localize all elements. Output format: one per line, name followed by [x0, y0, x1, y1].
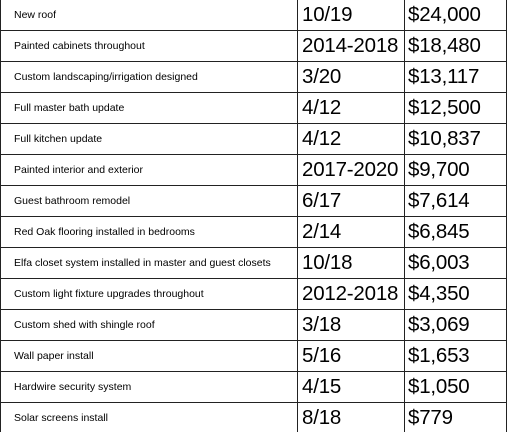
table-row — [1, 310, 507, 341]
table-row — [1, 186, 507, 217]
item-date: 2/14 — [298, 217, 405, 248]
item-date: 4/15 — [298, 372, 405, 403]
item-description: New roof — [1, 0, 298, 31]
item-cost: $3,069 — [405, 310, 507, 341]
table-row — [1, 124, 507, 155]
table-row — [1, 248, 507, 279]
table-row — [1, 341, 507, 372]
table-row — [1, 0, 507, 31]
table-row — [1, 403, 507, 432]
item-date: 4/12 — [298, 93, 405, 124]
item-date: 10/18 — [298, 248, 405, 279]
table-row — [1, 93, 507, 124]
item-date: 2012-2018 — [298, 279, 405, 310]
item-description: Custom shed with shingle roof — [1, 310, 298, 341]
item-date: 8/18 — [298, 403, 405, 432]
table-row — [1, 217, 507, 248]
item-description: Custom landscaping/irrigation designed — [1, 62, 298, 93]
item-cost: $1,050 — [405, 372, 507, 403]
item-date: 4/12 — [298, 124, 405, 155]
item-description: Hardwire security system — [1, 372, 298, 403]
item-date: 3/18 — [298, 310, 405, 341]
item-description: Painted interior and exterior — [1, 155, 298, 186]
item-cost: $13,117 — [405, 62, 507, 93]
item-cost: $779 — [405, 403, 507, 432]
item-description: Painted cabinets throughout — [1, 31, 298, 62]
item-cost: $24,000 — [405, 0, 507, 31]
item-cost: $6,003 — [405, 248, 507, 279]
item-cost: $9,700 — [405, 155, 507, 186]
item-description: Full master bath update — [1, 93, 298, 124]
item-description: Red Oak flooring installed in bedrooms — [1, 217, 298, 248]
item-date: 6/17 — [298, 186, 405, 217]
item-cost: $6,845 — [405, 217, 507, 248]
item-cost: $1,653 — [405, 341, 507, 372]
table-row — [1, 279, 507, 310]
item-description: Full kitchen update — [1, 124, 298, 155]
item-date: 5/16 — [298, 341, 405, 372]
item-date: 3/20 — [298, 62, 405, 93]
item-date: 2014-2018 — [298, 31, 405, 62]
item-date: 10/19 — [298, 0, 405, 31]
table-row — [1, 62, 507, 93]
item-cost: $18,480 — [405, 31, 507, 62]
table-row — [1, 31, 507, 62]
item-description: Wall paper install — [1, 341, 298, 372]
item-cost: $12,500 — [405, 93, 507, 124]
item-description: Custom light fixture upgrades throughout — [1, 279, 298, 310]
table-row — [1, 155, 507, 186]
item-description: Solar screens install — [1, 403, 298, 432]
item-cost: $10,837 — [405, 124, 507, 155]
table-row — [1, 372, 507, 403]
item-description: Elfa closet system installed in master and guest closets — [1, 248, 298, 279]
item-description: Guest bathroom remodel — [1, 186, 298, 217]
item-cost: $4,350 — [405, 279, 507, 310]
item-date: 2017-2020 — [298, 155, 405, 186]
item-cost: $7,614 — [405, 186, 507, 217]
